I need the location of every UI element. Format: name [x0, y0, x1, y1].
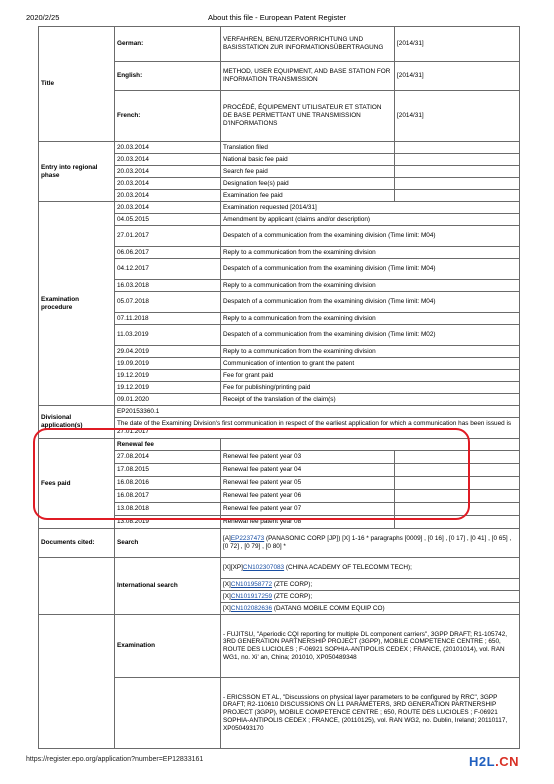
fee-date: 13.08.2019 — [115, 516, 221, 529]
exam-date: 05.07.2018 — [115, 292, 221, 313]
entry-date: 20.03.2014 — [115, 166, 221, 178]
watermark-part-cn: CN — [499, 754, 519, 769]
page-header — [0, 13, 554, 25]
entry-event: Search fee paid — [221, 166, 395, 178]
fee-event: Renewal fee patent year 03 — [221, 451, 395, 464]
entry-empty — [395, 166, 520, 178]
exam-event: Reply to a communication from the examining division — [221, 346, 520, 358]
fee-event: Renewal fee patent year 07 — [221, 503, 395, 516]
entry-event: National basic fee paid — [221, 154, 395, 166]
print-date: 2020/2/25 — [26, 13, 60, 22]
exam-date: 09.01.2020 — [115, 394, 221, 406]
exam-event: Reply to a communication from the examining division — [221, 313, 520, 325]
entry-event: Designation fee(s) paid — [221, 178, 395, 190]
citation-category: [X] — [223, 604, 231, 612]
international-citation — [221, 579, 520, 591]
exam-date: 20.03.2014 — [115, 202, 221, 214]
documents-section-label: Documents cited: — [39, 529, 115, 558]
title-section-label: Title — [39, 27, 115, 142]
fees-header: Renewal fee — [115, 439, 221, 451]
title-language: French: — [115, 91, 221, 142]
international-citation-row — [39, 558, 520, 579]
watermark-logo — [469, 754, 519, 769]
exam-event: Receipt of the translation of the claim(s) — [221, 394, 520, 406]
fee-date: 16.08.2017 — [115, 490, 221, 503]
examination-citation: - FUJITSU, "Aperiodic CQI reporting for multiple DL component carriers", 3GPP DRAFT; R1-105742, 3RD GENERATION PARTNERSHIP PROJECT (3GPP), MOBILE COMPETENCE CENTRE ; 650, ROUTE DES LUCIOLES ; F-06921 SOPHIA-ANTIPOLIS CEDEX ; FRANCE, (20101014), vol. RAN WG1, no. Xi' an, China; 201010, XP050489348 — [221, 615, 520, 678]
divisional-note: The date of the Examining Division's first communication in respect of the earliest application for which a communication has been issued is 27.01.2017 — [115, 418, 520, 439]
exam-date: 07.11.2018 — [115, 313, 221, 325]
citation-category: [X][XP] — [223, 564, 243, 572]
citation-link[interactable]: CN101917259 — [230, 592, 273, 600]
citation-text: (CHINA ACADEMY OF TELECOMM TECH); — [284, 564, 412, 572]
fee-date: 13.08.2018 — [115, 503, 221, 516]
exam-event: Reply to a communication from the examining division — [221, 247, 520, 259]
fee-event: Renewal fee patent year 04 — [221, 464, 395, 477]
entry-section-label: Entry into regional phase — [39, 142, 115, 202]
title-text: PROCÉDÉ, ÉQUIPEMENT UTILISATEUR ET STATION DE BASE PERMETTANT UNE TRANSMISSION D'INFORMATIONS — [221, 91, 395, 142]
citation-category: [X] — [223, 592, 231, 600]
entry-empty — [395, 142, 520, 154]
exam-date: 11.03.2019 — [115, 325, 221, 346]
citation-link[interactable]: EP2237473 — [230, 535, 265, 543]
documents-search-citation — [221, 529, 520, 558]
title-bulletin-ref: [2014/31] — [395, 91, 520, 142]
fee-date: 16.08.2016 — [115, 477, 221, 490]
register-table — [38, 26, 520, 749]
citation-link[interactable]: CN102307083 — [242, 564, 285, 572]
fee-date: 17.08.2015 — [115, 464, 221, 477]
page-footer-url: https://register.epo.org/application?number=EP12833161 — [26, 756, 204, 763]
exam-date: 19.09.2019 — [115, 358, 221, 370]
exam-section-label: Examination procedure — [39, 202, 115, 406]
fee-empty — [395, 464, 520, 477]
examination-citation: - ERICSSON ET AL, "Discussions on physical layer parameters to be configured by RRC", 3GPP DRAFT; R2-110610 DISCUSSIONS ON L1 PARAMETERS, 3RD GENERATION PARTNERSHIP PROJECT (3GPP), MOBILE COMPETENCE CENTRE ; 650, ROUTE DES LUCIOLES ; F-06921 SOPHIA-ANTIPOLIS CEDEX ; FRANCE, (20110125), vol. RAN WG2, no. Dublin, Ireland; 20110117, XP050493170 — [221, 678, 520, 749]
entry-empty — [395, 178, 520, 190]
exam-date: 27.01.2017 — [115, 226, 221, 247]
exam-event: Examination requested [2014/31] — [221, 202, 520, 214]
title-bulletin-ref: [2014/31] — [395, 62, 520, 91]
watermark-part-dot: . — [495, 754, 500, 769]
examination-citation-label: Examination — [115, 615, 221, 678]
documents-search-row — [39, 529, 520, 558]
divisional-row — [39, 406, 520, 418]
fee-event: Renewal fee patent year 06 — [221, 490, 395, 503]
citation-text: (ZTE CORP); — [272, 580, 313, 588]
exam-date: 04.12.2017 — [115, 259, 221, 280]
exam-event: Fee for publishing/printing paid — [221, 382, 520, 394]
entry-row — [39, 142, 520, 154]
exam-event: Amendment by applicant (claims and/or description) — [221, 214, 520, 226]
title-text: VERFAHREN, BENUTZERVORRICHTUNG UND BASISSTATION ZUR INFORMATIONSÜBERTRAGUNG — [221, 27, 395, 62]
international-citation — [221, 558, 520, 579]
fee-empty — [395, 490, 520, 503]
divisional-label: Divisional application(s) — [39, 406, 115, 439]
entry-date: 20.03.2014 — [115, 154, 221, 166]
exam-date: 19.12.2019 — [115, 382, 221, 394]
entry-event: Translation filed — [221, 142, 395, 154]
exam-date: 16.03.2018 — [115, 280, 221, 292]
title-text: METHOD, USER EQUIPMENT, AND BASE STATION FOR INFORMATION TRANSMISSION — [221, 62, 395, 91]
examination-citation-row — [39, 615, 520, 678]
divisional-number: EP20153360.1 — [115, 406, 520, 418]
citation-link[interactable]: CN102082636 — [230, 604, 273, 612]
fees-section-label: Fees paid — [39, 439, 115, 529]
exam-date: 06.06.2017 — [115, 247, 221, 259]
international-search-label: International search — [115, 558, 221, 615]
documents-search-label: Search — [115, 529, 221, 558]
exam-date: 19.12.2019 — [115, 370, 221, 382]
exam-event: Communication of intention to grant the patent — [221, 358, 520, 370]
exam-event: Reply to a communication from the examining division — [221, 280, 520, 292]
title-bulletin-ref: [2014/31] — [395, 27, 520, 62]
citation-category: [X] — [223, 580, 231, 588]
watermark-part-2l: 2L — [478, 754, 496, 769]
international-citation — [221, 603, 520, 615]
citation-category: [A] — [223, 535, 231, 543]
entry-empty — [395, 154, 520, 166]
fees-header-row — [39, 439, 520, 451]
fee-event: Renewal fee patent year 08 — [221, 516, 395, 529]
exam-date: 04.05.2015 — [115, 214, 221, 226]
watermark-part-h: H — [469, 754, 479, 769]
entry-date: 20.03.2014 — [115, 178, 221, 190]
fee-empty — [395, 451, 520, 464]
exam-row — [39, 202, 520, 214]
fee-empty — [395, 477, 520, 490]
documents-blank — [39, 558, 115, 615]
citation-text: (ZTE CORP); — [272, 592, 313, 600]
examination-citation-label-empty — [115, 678, 221, 749]
exam-event: Despatch of a communication from the examining division (Time limit: M04) — [221, 226, 520, 247]
documents-blank — [39, 615, 115, 749]
exam-event: Fee for grant paid — [221, 370, 520, 382]
fees-header-empty — [221, 439, 520, 451]
title-row — [39, 27, 520, 62]
international-citation — [221, 591, 520, 603]
page-title: About this file - European Patent Register — [208, 13, 346, 22]
fee-empty — [395, 516, 520, 529]
fee-event: Renewal fee patent year 05 — [221, 477, 395, 490]
fee-empty — [395, 503, 520, 516]
exam-event: Despatch of a communication from the examining division (Time limit: M04) — [221, 292, 520, 313]
entry-date: 20.03.2014 — [115, 142, 221, 154]
citation-text: (DATANG MOBILE COMM EQUIP CO) — [272, 604, 385, 612]
entry-event: Examination fee paid — [221, 190, 395, 202]
citation-text: (PANASONIC CORP [JP]) [X] 1-16 * paragraphs [0009] , [0 16] , [0 17] , [0 41] , [0 65] , [0 72] , [0 79] , [0 80] * — [223, 535, 512, 550]
title-language: English: — [115, 62, 221, 91]
fee-date: 27.08.2014 — [115, 451, 221, 464]
citation-link[interactable]: CN101958772 — [230, 580, 273, 588]
title-language: German: — [115, 27, 221, 62]
exam-event: Despatch of a communication from the examining division (Time limit: M02) — [221, 325, 520, 346]
entry-empty — [395, 190, 520, 202]
exam-event: Despatch of a communication from the examining division (Time limit: M04) — [221, 259, 520, 280]
exam-date: 29.04.2019 — [115, 346, 221, 358]
entry-date: 20.03.2014 — [115, 190, 221, 202]
